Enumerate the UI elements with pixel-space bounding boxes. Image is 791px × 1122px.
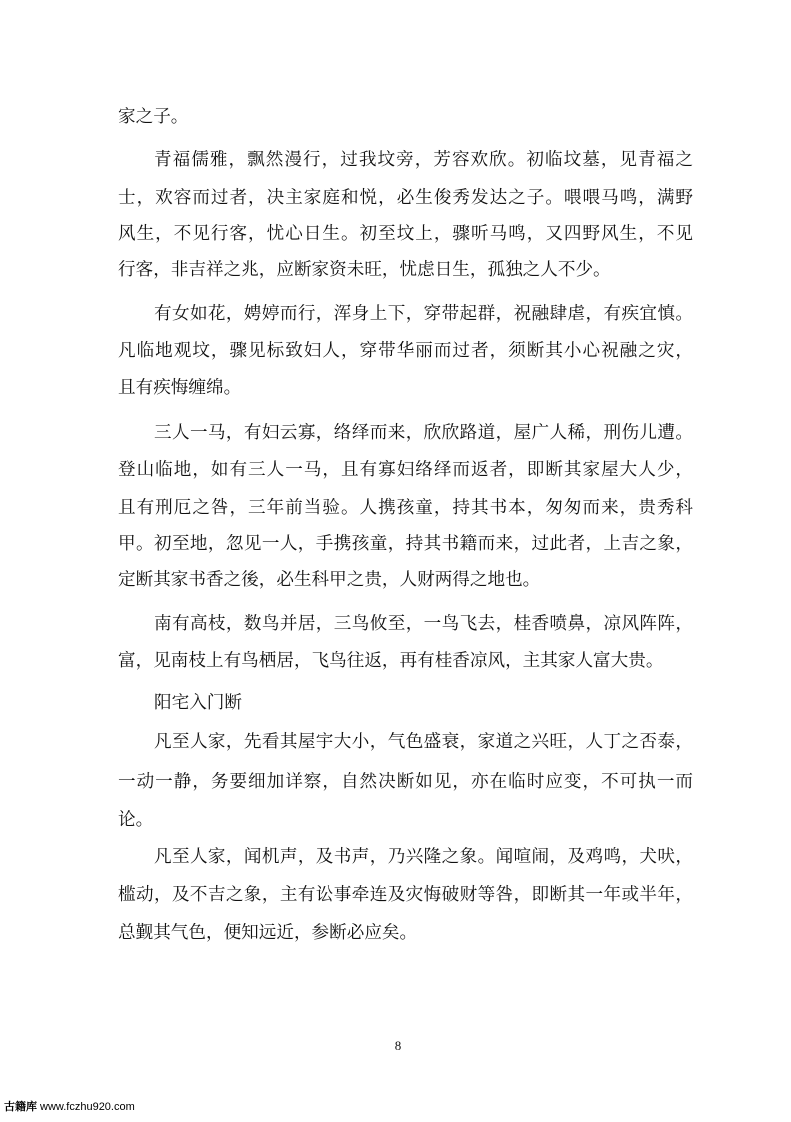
paragraph-line: 富，见南枝上有鸟栖居，飞鸟往返，再有桂香凉风，主其家人富大贵。 [118, 651, 664, 671]
page-number: 8 [394, 1038, 402, 1053]
footer-url[interactable]: www.fczhu920.com [40, 1101, 135, 1113]
paragraph-line: 南有高枝，数鸟并居，三鸟攸至，一鸟飞去，桂香喷鼻，凉风阵阵， [154, 614, 693, 634]
paragraph-line: 青福儒雅，飘然漫行，过我坟旁，芳容欢欣。初临坟墓，见青福之 [154, 150, 693, 170]
paragraph-line: 凡至人家，先看其屋宇大小，气色盛衰，家道之兴旺，人丁之否泰， [154, 732, 693, 752]
paragraph-line: 风生，不见行客，忧心日生。初至坟上，骤听马鸣，又四野风生，不见 [118, 224, 693, 244]
footer-site-name: 古籍库 [4, 1101, 37, 1113]
paragraph-line: 论。 [118, 810, 154, 830]
paragraph-line: 家之子。 [118, 107, 189, 127]
paragraph-line: 且有刑厄之咎，三年前当验。人携孩童，持其书本，匆匆而来，贵秀科 [118, 498, 693, 518]
footer [4, 1100, 135, 1114]
paragraph-line: 定断其家书香之後，必生科甲之贵，人财两得之地也。 [118, 570, 541, 590]
paragraph-line: 甲。初至地，忽见一人，手携孩童，持其书籍而来，过此者，上吉之象， [118, 534, 693, 554]
paragraph-line: 行客，非吉祥之兆，应断家资未旺，忧虑日生，孤独之人不少。 [118, 260, 611, 280]
paragraph-line: 且有疾悔缠绵。 [118, 378, 242, 398]
paragraph-line: 凡临地观坟，骤见标致妇人，穿带华丽而过者，须断其小心祝融之灾， [118, 341, 693, 361]
paragraph-line: 总觐其气色，便知远近，参断必应矣。 [118, 923, 418, 943]
paragraph-line: 槛动，及不吉之象，主有讼事牵连及灾悔破财等咎，即断其一年或半年， [118, 885, 693, 905]
paragraph-line: 士，欢容而过者，决主家庭和悦，必生俊秀发达之子。喂喂马鸣，满野 [118, 188, 693, 208]
paragraph-line: 登山临地，如有三人一马，且有寡妇络绎而返者，即断其家屋大人少， [118, 460, 693, 480]
paragraph-line: 凡至人家，闻机声，及书声，乃兴隆之象。闻喧闹，及鸡鸣，犬吠， [154, 847, 693, 867]
paragraph-line: 有女如花，娉婷而行，浑身上下，穿带起群，祝融肆虐，有疾宜慎。 [154, 304, 693, 324]
paragraph-line: 三人一马，有妇云寡，络绎而来，欣欣路道，屋广人稀，刑伤儿遭。 [154, 423, 693, 443]
paragraph-line: 一动一静，务要细加详察，自然决断如见，亦在临时应变，不可执一而 [118, 772, 693, 792]
section-heading-text: 阳宅入门断 [154, 693, 242, 713]
